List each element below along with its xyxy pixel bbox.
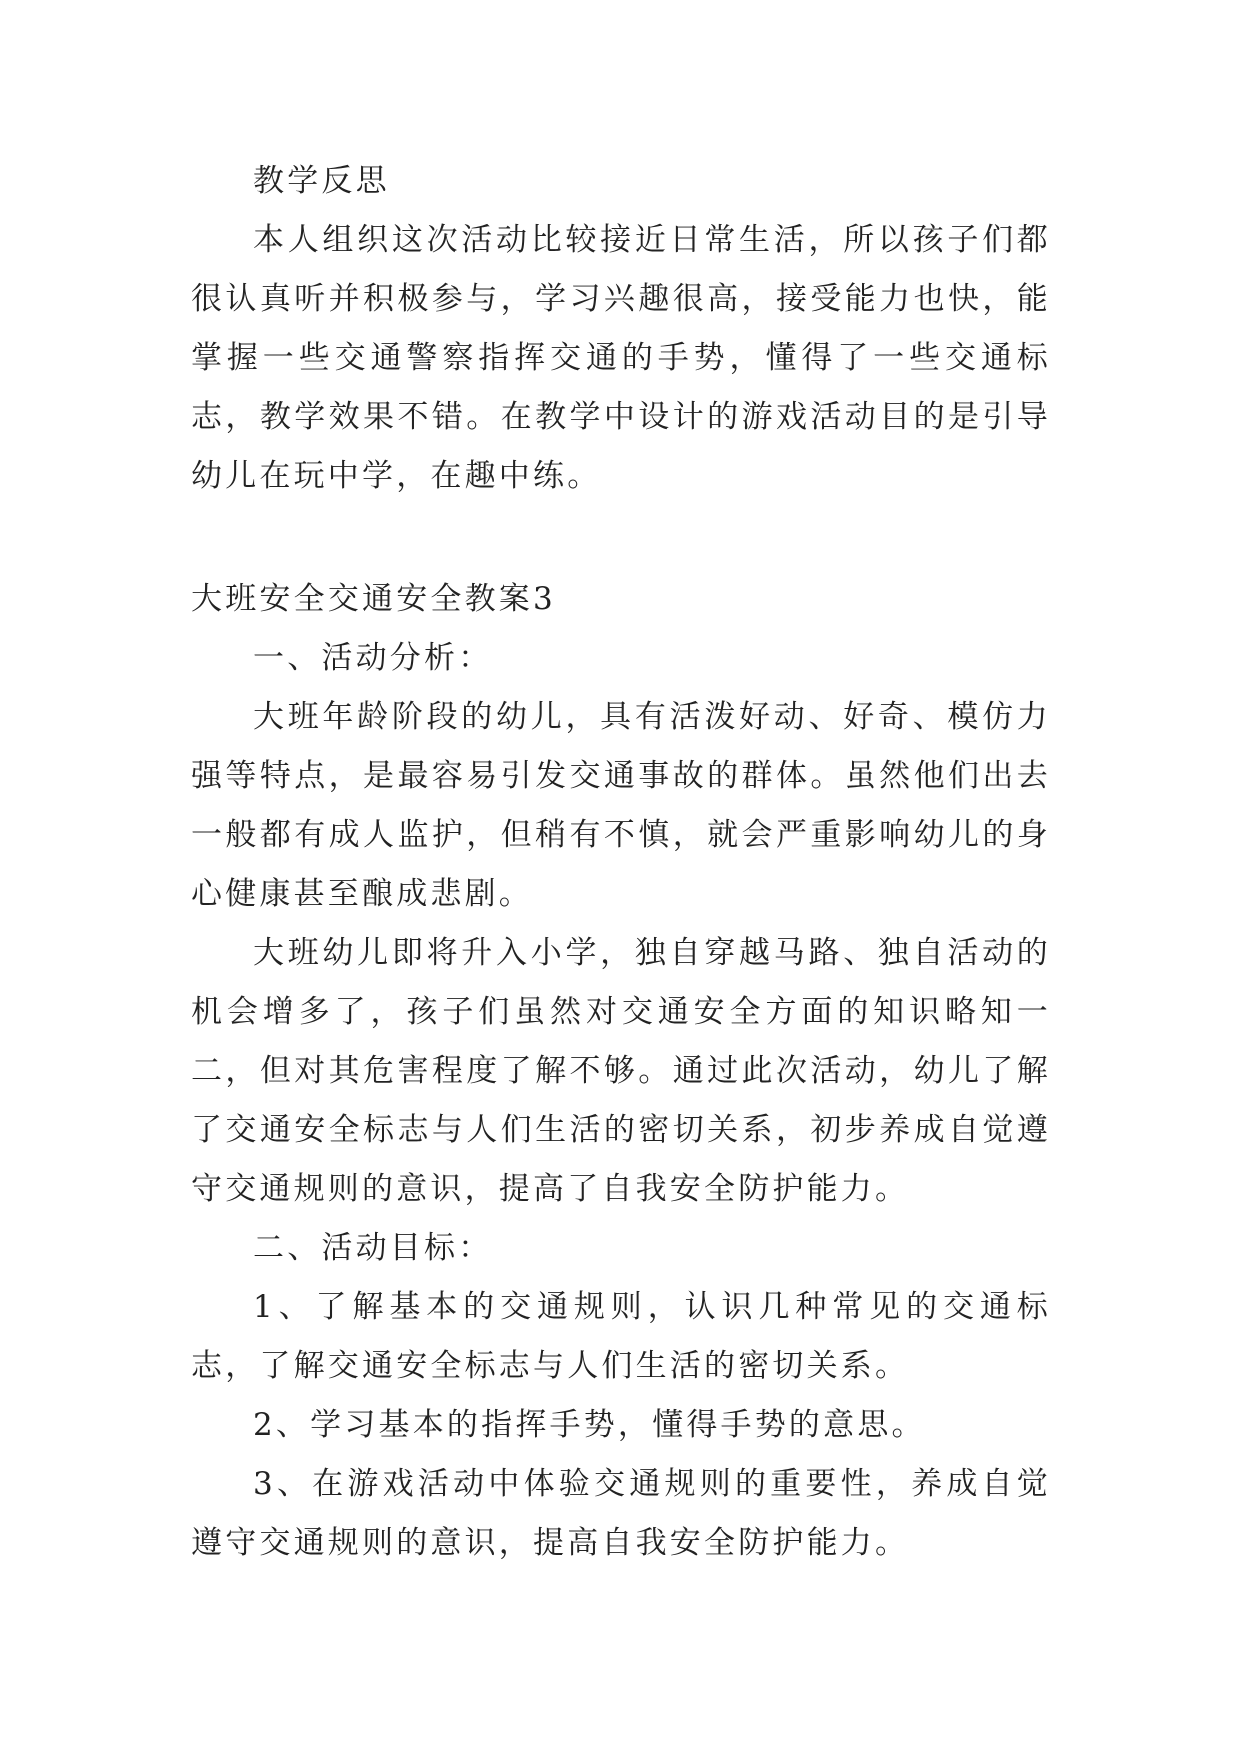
- goal-item-2: 2、学习基本的指挥手势，懂得手势的意思。: [253, 1407, 926, 1443]
- goal-item-1: 1、了解基本的交通规则，认识几种常见的交通标志，了解交通安全标志与人们生活的密切关系。: [191, 1289, 1051, 1384]
- section1-paragraph-2: 大班幼儿即将升入小学，独自穿越马路、独自活动的机会增多了，孩子们虽然对交通安全方面的知识略知一二，但对其危害程度了解不够。通过此次活动，幼儿了解了交通安全标志与人们生活的密切关系，初步养成自觉遵守交通规则的意识，提高了自我安全防护能力。: [191, 935, 1051, 1207]
- section1-heading: 一、活动分析：: [253, 640, 493, 676]
- reflection-heading: 教学反思: [253, 163, 390, 199]
- section1-paragraph-1: 大班年龄阶段的幼儿，具有活泼好动、好奇、模仿力强等特点，是最容易引发交通事故的群体。虽然他们出去一般都有成人监护，但稍有不慎，就会严重影响幼儿的身心健康甚至酿成悲剧。: [191, 699, 1051, 912]
- section2-heading: 二、活动目标：: [253, 1230, 493, 1266]
- lesson-title: 大班安全交通安全教案3: [191, 581, 556, 617]
- goal-item-3: 3、在游戏活动中体验交通规则的重要性，养成自觉遵守交通规则的意识，提高自我安全防护能力。: [191, 1466, 1051, 1561]
- section-spacer: [191, 506, 1051, 570]
- reflection-paragraph: 本人组织这次活动比较接近日常生活，所以孩子们都很认真听并积极参与，学习兴趣很高，接受能力也快，能掌握一些交通警察指挥交通的手势，懂得了一些交通标志，教学效果不错。在教学中设计的游戏活动目的是引导幼儿在玩中学，在趣中练。: [191, 222, 1051, 494]
- document-body: [191, 152, 1051, 1573]
